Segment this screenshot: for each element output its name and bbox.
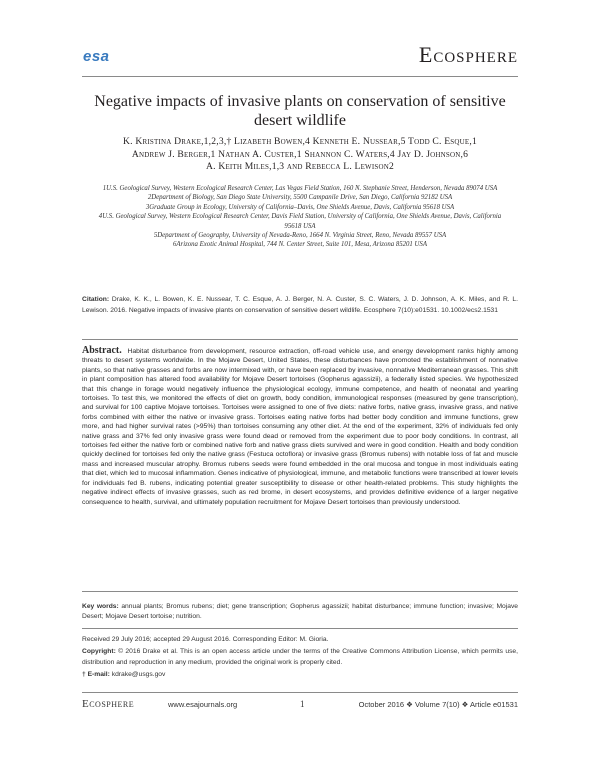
footer-journal: Ecosphere <box>82 698 135 710</box>
abstract-body <box>82 346 518 507</box>
email-label: † E-mail: <box>82 670 110 678</box>
footer-issue-info: October 2016 ❖ Volume 7(10) ❖ Article e01531 <box>358 700 518 709</box>
header-divider <box>82 76 518 77</box>
citation-block <box>82 295 518 316</box>
keywords-label: Key words: <box>82 603 119 610</box>
citation-label: Citation: <box>82 296 110 303</box>
abstract-section <box>82 339 518 592</box>
email-line <box>82 669 518 681</box>
affiliation: 3Graduate Group in Ecology, University of California–Davis, One Shields Avenue, Davis, California 95618 USA <box>145 203 455 211</box>
article-title: Negative impacts of invasive plants on conservation of sensitive desert wildlife <box>94 93 506 129</box>
copyright-line <box>82 646 518 669</box>
author-line: A. Keith Miles,1,3 and Rebecca L. Lewison2 <box>206 161 394 173</box>
footer-divider <box>82 692 518 693</box>
citation-text: Drake, K. K., L. Bowen, K. E. Nussear, T. C. Esque, A. J. Berger, N. A. Custer, S. C. Waters, J. D. Johnson, A. K. Miles, and R. L. Lewison. 2016. Negative impacts of invasive plants on conservation of sensitive desert wildlife. Ecosphere 7(10):e01531. 10.1002/ecs2.1531 <box>82 296 519 314</box>
affiliation: 6Arizona Exotic Animal Hospital, 744 N. Center Street, Suite 101, Mesa, Arizona 85201 USA <box>173 241 427 249</box>
affiliation-list <box>90 184 510 250</box>
keywords-block <box>82 602 518 622</box>
affiliation: 1U.S. Geological Survey, Western Ecological Research Center, Las Vegas Field Station, 160 N. Stephanie Street, Henderson, Nevada 89074 USA <box>102 185 498 192</box>
page-header <box>0 40 600 80</box>
keywords-divider <box>82 628 518 629</box>
received-dates: Received 29 July 2016; accepted 29 August 2016. Corresponding Editor: M. Gioria. <box>82 636 329 643</box>
esa-logo: esa <box>83 48 110 65</box>
article-meta <box>82 634 518 680</box>
abstract-label: Abstract. <box>82 345 122 356</box>
affiliation: 4U.S. Geological Survey, Western Ecological Research Center, Davis Field Station, University of California, One Shields Avenue, Davis, California 95618 USA <box>98 213 502 230</box>
affiliation: 2Department of Biology, San Diego State University, 5500 Campanile Drive, San Diego, California 92182 USA <box>147 194 453 202</box>
email-link[interactable]: kdrake@usgs.gov <box>111 670 166 678</box>
abstract-text: Habitat disturbance from development, resource extraction, off-road vehicle use, and energy development ranks highly among threats to desert systems worldwide. In the Mojave Desert, United States, these disturbances have promoted the establishment of nonnative plants, so that native grasses and forbs are now intermixed with, or have been replaced by invasive, nonnative Mediterranean grasses. This shift in plant composition has altered food availability for Mojave Desert tortoises (Gopherus agassizii), a federally listed species. We hypothesized that this change in forage would negatively influence the physiological ecology, immune competence, and health of neonatal and yearling tortoises. To test this, we monitored the effects of diet on growth, body condition, immunological responses (measured by gene transcription), and survival for 100 captive Mojave tortoises. Tortoises were assigned to one of five diets: native forbs, native grass, invasive grass, and native forbs combined with either the native or invasive grass. Tortoises eating native forbs had better body condition and immune functions, grew more, and had higher survival rates (>95%) than tortoises consuming any other diet. At the end of the experiment, 32% of individuals fed only native grass and 37% fed only invasive grass were found dead or removed from the experiment due to poor body conditions. In contrast, all tortoises fed either the native forb or combined native forb and native grass diets survived and were in good condition. Health and body condition quickly declined for tortoises fed only the native grass (Festuca octoflora) or invasive grass (Bromus rubens) with notable loss of fat and muscle mass and increased muscular atrophy. Bromus rubens seeds were found embedded in the oral mucosa and tongue in most individuals eating that diet, which led to mucosal inflammation. Genes indicative of physiological, immune, and metabolic functions were transcribed at lower levels for individuals fed B. rubens, indicating potential greater susceptibility to disease or other health-related problems. This study highlights the negative indirect effects of invasive grasses, such as red brome, in desert ecosystems, and provides definitive evidence of a larger negative consequence to health, survival, and ultimately population recruitment for Mojave Desert tortoises than previously understood. <box>82 348 519 506</box>
journal-name: Ecosphere <box>418 42 518 67</box>
page-number: 1 <box>300 699 305 709</box>
footer-url[interactable]: www.esajournals.org <box>168 700 238 709</box>
copyright-text: © 2016 Drake et al. This is an open access article under the terms of the Creative Commons Attribution License, which permits use, distribution and reproduction in any medium, provided the original work is properly cited. <box>82 647 518 666</box>
page-footer <box>82 698 518 718</box>
author-line: Andrew J. Berger,1 Nathan A. Custer,1 Shannon C. Waters,4 Jay D. Johnson,6 <box>131 148 469 160</box>
copyright-label: Copyright: <box>82 647 116 655</box>
author-line: K. Kristina Drake,1,2,3,† Lizabeth Bowen,4 Kenneth E. Nussear,5 Todd C. Esque,1 <box>123 136 477 147</box>
keywords-text: annual plants; Bromus rubens; diet; gene transcription; Gopherus agassizii; habitat disturbance; immune function; invasive; Mojave Desert; Mojave Desert tortoise; nutrition. <box>82 603 519 620</box>
affiliation: 5Department of Geography, University of Nevada-Reno, 1664 N. Virginia Street, Reno, Nevada 89557 USA <box>153 232 447 240</box>
author-list <box>90 136 510 174</box>
